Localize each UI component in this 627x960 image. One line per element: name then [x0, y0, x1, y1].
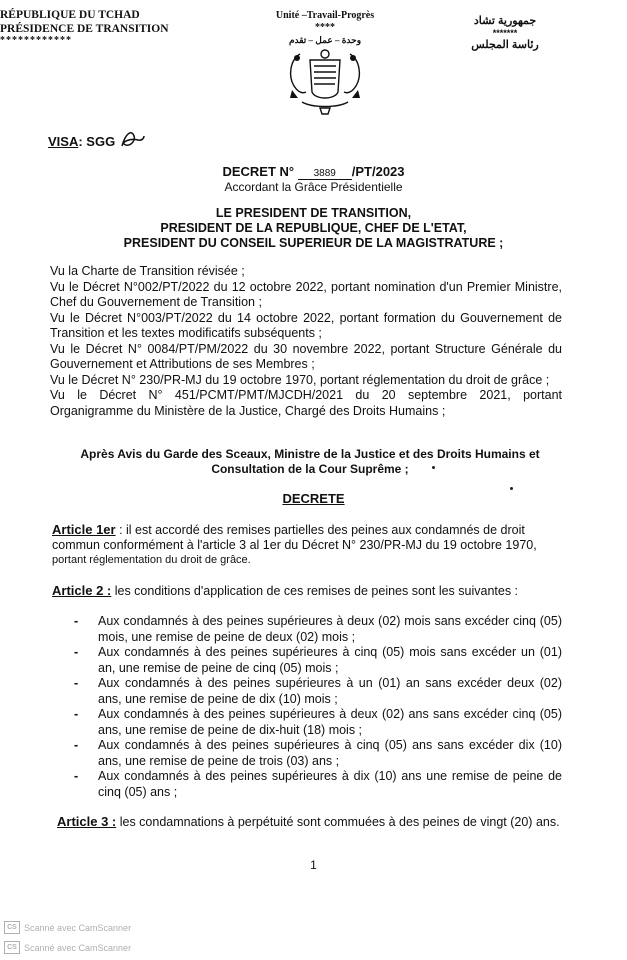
president-titles — [0, 206, 627, 251]
visa-item: Vu le Décret N° 230/PR-MJ du 19 octobre 1970, portant réglementation du droit de grâce ; — [50, 372, 550, 387]
article-1 — [52, 522, 564, 568]
decret-title — [0, 164, 627, 180]
article-1-note: portant réglementation du droit de grâce. — [52, 554, 251, 566]
president-line-1: LE PRESIDENT DE TRANSITION, — [215, 206, 412, 220]
motto: Unité –Travail-Progrès — [275, 10, 375, 21]
header-left — [0, 8, 169, 46]
coat-of-arms-icon — [280, 46, 370, 116]
visa-item: Vu le Décret N°002/PT/2022 du 12 octobre 2022, portant nomination d'un Premier Ministre, Chef du Gouvernement de Transition ; — [50, 279, 562, 309]
article-3-label: Article 3 : — [57, 814, 117, 829]
visa-item: Vu le Décret N°003/PT/2022 du 14 octobre 2022, portant formation du Gouvernement de Transition et les textes modificatifs subséquents ; — [50, 310, 562, 340]
camscanner-text: Scanné avec CamScanner — [24, 922, 132, 933]
camscanner-icon: CS — [4, 921, 20, 934]
decret-subtitle: Accordant la Grâce Présidentielle — [224, 180, 403, 194]
scan-speck — [432, 466, 435, 469]
list-item: - Aux condamnés à des peines supérieures à un (01) an sans excéder deux (02) ans, une remise de peine de dix (10) mois ; — [74, 676, 562, 706]
decrete-heading: DECRETE — [282, 491, 345, 506]
motto-stars: **** — [315, 22, 335, 33]
article-2-label: Article 2 : — [52, 583, 112, 598]
initials-signature-icon — [118, 128, 146, 152]
visa-line — [48, 134, 115, 149]
article-2-conditions-list — [72, 614, 562, 800]
country-name: RÉPUBLIQUE DU TCHAD — [0, 9, 140, 21]
list-item: - Aux condamnés à des peines supérieures à cinq (05) ans sans excéder dix (10) ans, une remise de peine de trois (03) ans ; — [74, 738, 562, 768]
article-3-text: les condamnations à perpétuité sont commuées à des peines de vingt (20) ans. — [116, 815, 560, 829]
visa-item: Vu le Décret N° 451/PCMT/PMT/MJCDH/2021 du 20 septembre 2021, portant Organigramme du Ministère de la Justice, Chargé des Droits Humains ; — [50, 388, 562, 418]
list-item: - Aux condamnés à des peines supérieures à dix (10) ans une remise de peine de cinq (05) ans ; — [74, 769, 562, 799]
article-3 — [57, 814, 569, 831]
decret-number: 3889 — [298, 168, 352, 180]
avis-paragraph: Après Avis du Garde des Sceaux, Ministre de la Justice et des Droits Humains et Consultation de la Cour Suprême ; — [80, 447, 540, 476]
page-number: 1 — [310, 858, 317, 872]
list-item: - Aux condamnés à des peines supérieures à deux (02) ans sans excéder cinq (05) ans, une remise de peine de dix-huit (18) mois ; — [74, 707, 562, 737]
camscanner-watermark — [4, 941, 131, 954]
camscanner-watermark — [4, 921, 131, 934]
presidency-name-arabic: رئاسة المجلس — [471, 39, 539, 51]
header-center — [250, 10, 400, 46]
list-item: - Aux condamnés à des peines supérieures à cinq (05) mois sans excéder un (01) an, une remise de peine de cinq (05) mois ; — [74, 645, 562, 675]
header-right — [440, 14, 570, 52]
visa-item: Vu la Charte de Transition révisée ; — [50, 264, 245, 278]
visa-value: : SGG — [78, 134, 116, 149]
camscanner-text: Scanné avec CamScanner — [24, 942, 132, 953]
presidency-name: PRÉSIDENCE DE TRANSITION — [0, 23, 169, 35]
scan-speck — [510, 487, 513, 490]
header-right-stars: ******* — [492, 28, 518, 38]
article-2 — [52, 583, 572, 599]
article-2-text: les conditions d'application de ces remises de peines sont les suivantes : — [111, 584, 519, 598]
president-line-3: PRESIDENT DU CONSEIL SUPERIEUR DE LA MAGISTRATURE ; — [123, 236, 504, 250]
decret-suffix: /PT/2023 — [351, 164, 405, 179]
article-1-text: : il est accordé des remises partielles des peines aux condamnés de droit commun conformément à l'article 3 al 1er du Décret N° 230/PR-MJ du 19 octobre 1970, — [52, 523, 537, 552]
decret-prefix: DECRET N° — [222, 164, 295, 179]
article-1-label: Article 1er — [52, 522, 116, 537]
visas-list — [50, 264, 562, 419]
camscanner-icon: CS — [4, 941, 20, 954]
motto-arabic: وحدة – عمل – تقدم — [288, 35, 362, 45]
country-name-arabic: جمهورية تشاد — [473, 15, 537, 27]
visa-label: VISA — [48, 134, 79, 149]
president-line-2: PRESIDENT DE LA REPUBLIQUE, CHEF DE L'ETAT, — [160, 221, 467, 235]
list-item: - Aux condamnés à des peines supérieures à deux (02) mois sans excéder cinq (05) mois, une remise de peine de deux (02) mois ; — [74, 614, 562, 644]
visa-item: Vu le Décret N° 0084/PT/PM/2022 du 30 novembre 2022, portant Structure Générale du Gouvernement et Attributions de ses Membres ; — [50, 341, 562, 371]
header-left-stars: ************ — [0, 35, 72, 46]
